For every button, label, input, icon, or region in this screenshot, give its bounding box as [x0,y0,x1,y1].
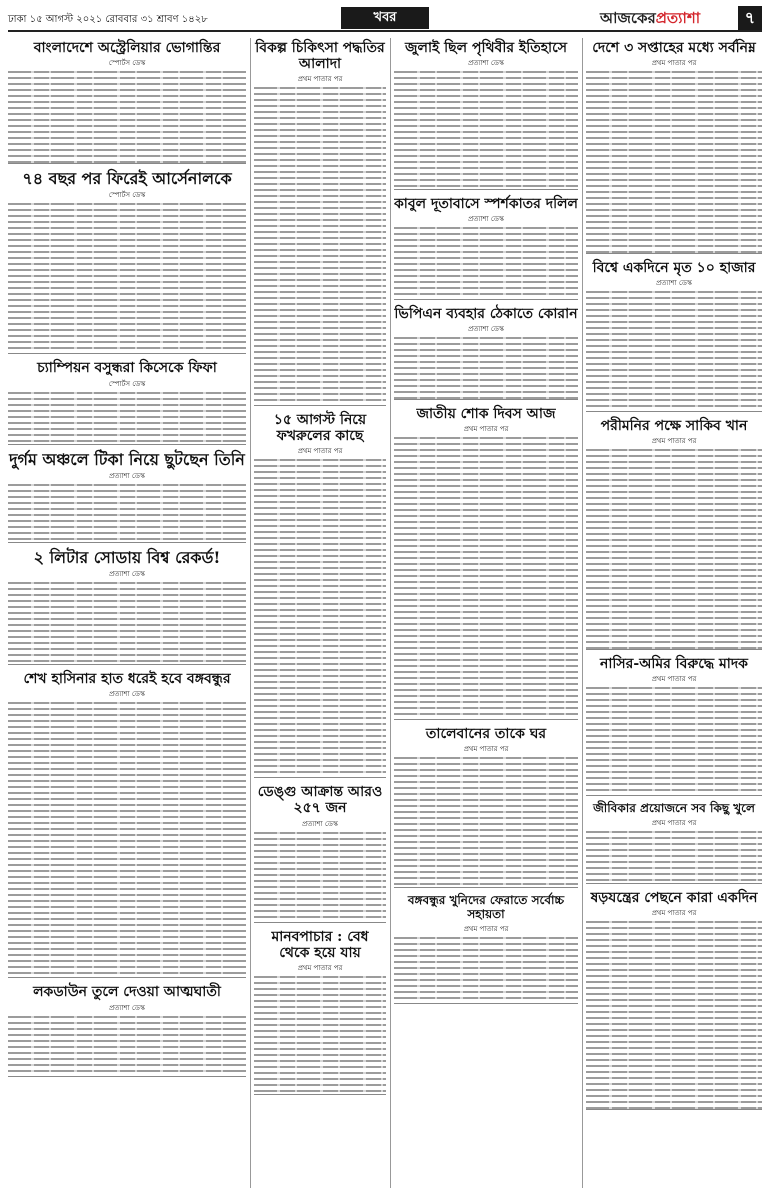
column-rule [250,38,251,1188]
page-number: ৭ [738,6,762,30]
article-byline: প্রত্যাশা ডেস্ক [468,325,504,334]
section-label: খবর [341,7,429,29]
article-headline[interactable]: ষড়যন্ত্রের পেছনে কারা একদিন [590,890,758,907]
article [8,449,246,543]
article-headline[interactable]: বিকল্প চিকিৎসা পদ্ধতির আলাদা [255,40,385,73]
article-headline[interactable]: ডেঙ্গু আক্রান্ত আরও ২৫৭ জন [257,784,383,817]
article [394,304,578,400]
newspaper-page [8,6,762,1194]
article-body-text [8,484,246,542]
article-body-text [394,437,578,719]
article-byline: প্রত্যাশা ডেস্ক [468,59,504,68]
article-headline[interactable]: শেখ হাসিনার হাত ধরেই হবে বঙ্গবন্ধুর [23,671,231,688]
article-body-text [8,71,246,163]
article [586,888,762,1110]
article [394,38,578,190]
article-byline: প্রথম পাতার পর [463,925,509,934]
article-headline[interactable]: ৭৪ বছর পর ফিরেই আর্সেনালকে [22,169,232,189]
article-headline[interactable]: বঙ্গবন্ধুর খুনিদের ফেরাতে সর্বোচ্চ সহায়তা [407,893,565,922]
article-headline[interactable]: ২ লিটার সোডায় বিশ্ব রেকর্ড! [33,547,221,567]
article-body-text [8,203,246,353]
article-headline[interactable]: দুর্গম অঞ্চলে টিকা নিয়ে ছুটছেন তিনি [9,449,245,469]
article [586,654,762,796]
article-byline: প্রথম পাতার পর [651,909,697,918]
article-body-text [394,937,578,1003]
article-byline: প্রথম পাতার পর [651,675,697,684]
article-body-text [8,392,246,444]
article-byline: প্রথম পাতার পর [463,425,509,434]
article-body-text [586,291,762,411]
article [8,669,246,978]
article-body-text [394,227,578,299]
article-byline: প্রথম পাতার পর [651,59,697,68]
article-body-text [394,337,578,399]
column-3 [394,38,578,1188]
article-byline: প্রথম পাতার পর [651,437,697,446]
article-byline: প্রথম পাতার পর [297,75,343,84]
article-headline[interactable]: নাসির-অমির বিরুদ্ধে মাদক [600,656,748,673]
article-headline[interactable]: বিশ্বে একদিনে মৃত ১০ হাজার [592,260,756,277]
article [586,416,762,650]
article-body-text [586,921,762,1109]
article-headline[interactable]: কাবুল দূতাবাসে স্পর্শকাতর দলিল [394,196,578,213]
article-headline[interactable]: পরীমনির পক্ষে সাকিব খান [600,418,748,435]
article-headline[interactable]: জুলাই ছিল পৃথিবীর ইতিহাসে [405,40,567,56]
article-body-text [254,832,386,922]
article-body-text [394,71,578,189]
article-headline[interactable]: জীবিকার প্রয়োজনে সব কিছু খুলে [593,801,755,816]
article-byline: প্রথম পাতার পর [297,963,343,972]
column-2 [254,38,386,1188]
article-byline: প্রত্যাশা ডেস্ক [109,471,145,480]
article-byline: প্রত্যাশা ডেস্ক [302,819,338,828]
article [394,194,578,300]
article [254,410,386,778]
article-headline[interactable]: বাংলাদেশে অস্ট্রেলিয়ার ভোগান্তির [33,40,221,56]
article [254,38,386,406]
newspaper-logo [600,7,700,32]
article [394,892,578,1004]
article [586,800,762,884]
article-body-text [8,702,246,977]
article-headline[interactable]: ১৫ আগস্ট নিয়ে ফখরুলের কাছে [273,412,367,445]
article-body-text [8,582,246,664]
article-byline: প্রত্যাশা ডেস্ক [656,279,692,288]
article-body-text [586,71,762,253]
article-body-text [8,1016,246,1076]
article-headline[interactable]: চ্যাম্পিয়ন বসুন্ধরা কিসেকে ফিফা [37,360,217,377]
article [586,258,762,412]
article-headline[interactable]: ভিপিএন ব্যবহার ঠেকাতে কোরান [394,306,578,323]
article-body-text [394,757,578,887]
article-byline: স্পোর্টস ডেস্ক [108,59,146,68]
article-headline[interactable]: জাতীয় শোক দিবস আজ [416,406,556,423]
column-rule [390,38,391,1188]
article-byline: প্রত্যাশা ডেস্ক [109,1003,145,1012]
article-body-text [586,449,762,649]
article-byline: প্রথম পাতার পর [651,819,697,828]
article-byline: প্রথম পাতার পর [463,745,509,754]
article-body-text [254,459,386,777]
article [254,927,386,1095]
article-headline[interactable]: মানবপাচার : বেধ থেকে হয়ে যায় [271,928,369,961]
article-body-text [586,687,762,795]
article-headline[interactable]: লকডাউন তুলে দেওয়া আত্মঘাতী [33,984,221,1001]
logo-accent: প্রত্যাশা [655,9,701,27]
article [8,982,246,1076]
article-byline: স্পোর্টস ডেস্ক [108,379,146,388]
logo-prefix: আজকের [600,9,656,27]
article-headline[interactable]: দেশে ৩ সপ্তাহের মধ্যে সর্বনিম্ন [592,40,756,56]
article-body-text [254,976,386,1094]
article-headline[interactable]: তালেবানের তাকে ঘর [425,726,547,743]
article-byline: প্রত্যাশা ডেস্ক [109,690,145,699]
article [254,782,386,922]
article-byline: স্পোর্টস ডেস্ক [108,191,146,200]
article-byline: প্রত্যাশা ডেস্ক [468,215,504,224]
article [394,404,578,720]
column-1 [8,38,246,1188]
article [394,724,578,888]
column-4 [586,38,762,1188]
article-body-text [586,831,762,883]
article-byline: প্রথম পাতার পর [297,447,343,456]
masthead [8,6,762,32]
article [586,38,762,254]
date-line: ঢাকা ১৫ আগস্ট ২০২১ রোববার ৩১ শ্রাবণ ১৪২৮ [8,14,208,25]
article [8,168,246,354]
article [8,547,246,665]
article [8,38,246,164]
article [8,358,246,444]
column-rule [582,38,583,1188]
article-body-text [254,87,386,405]
article-byline: প্রত্যাশা ডেস্ক [109,570,145,579]
